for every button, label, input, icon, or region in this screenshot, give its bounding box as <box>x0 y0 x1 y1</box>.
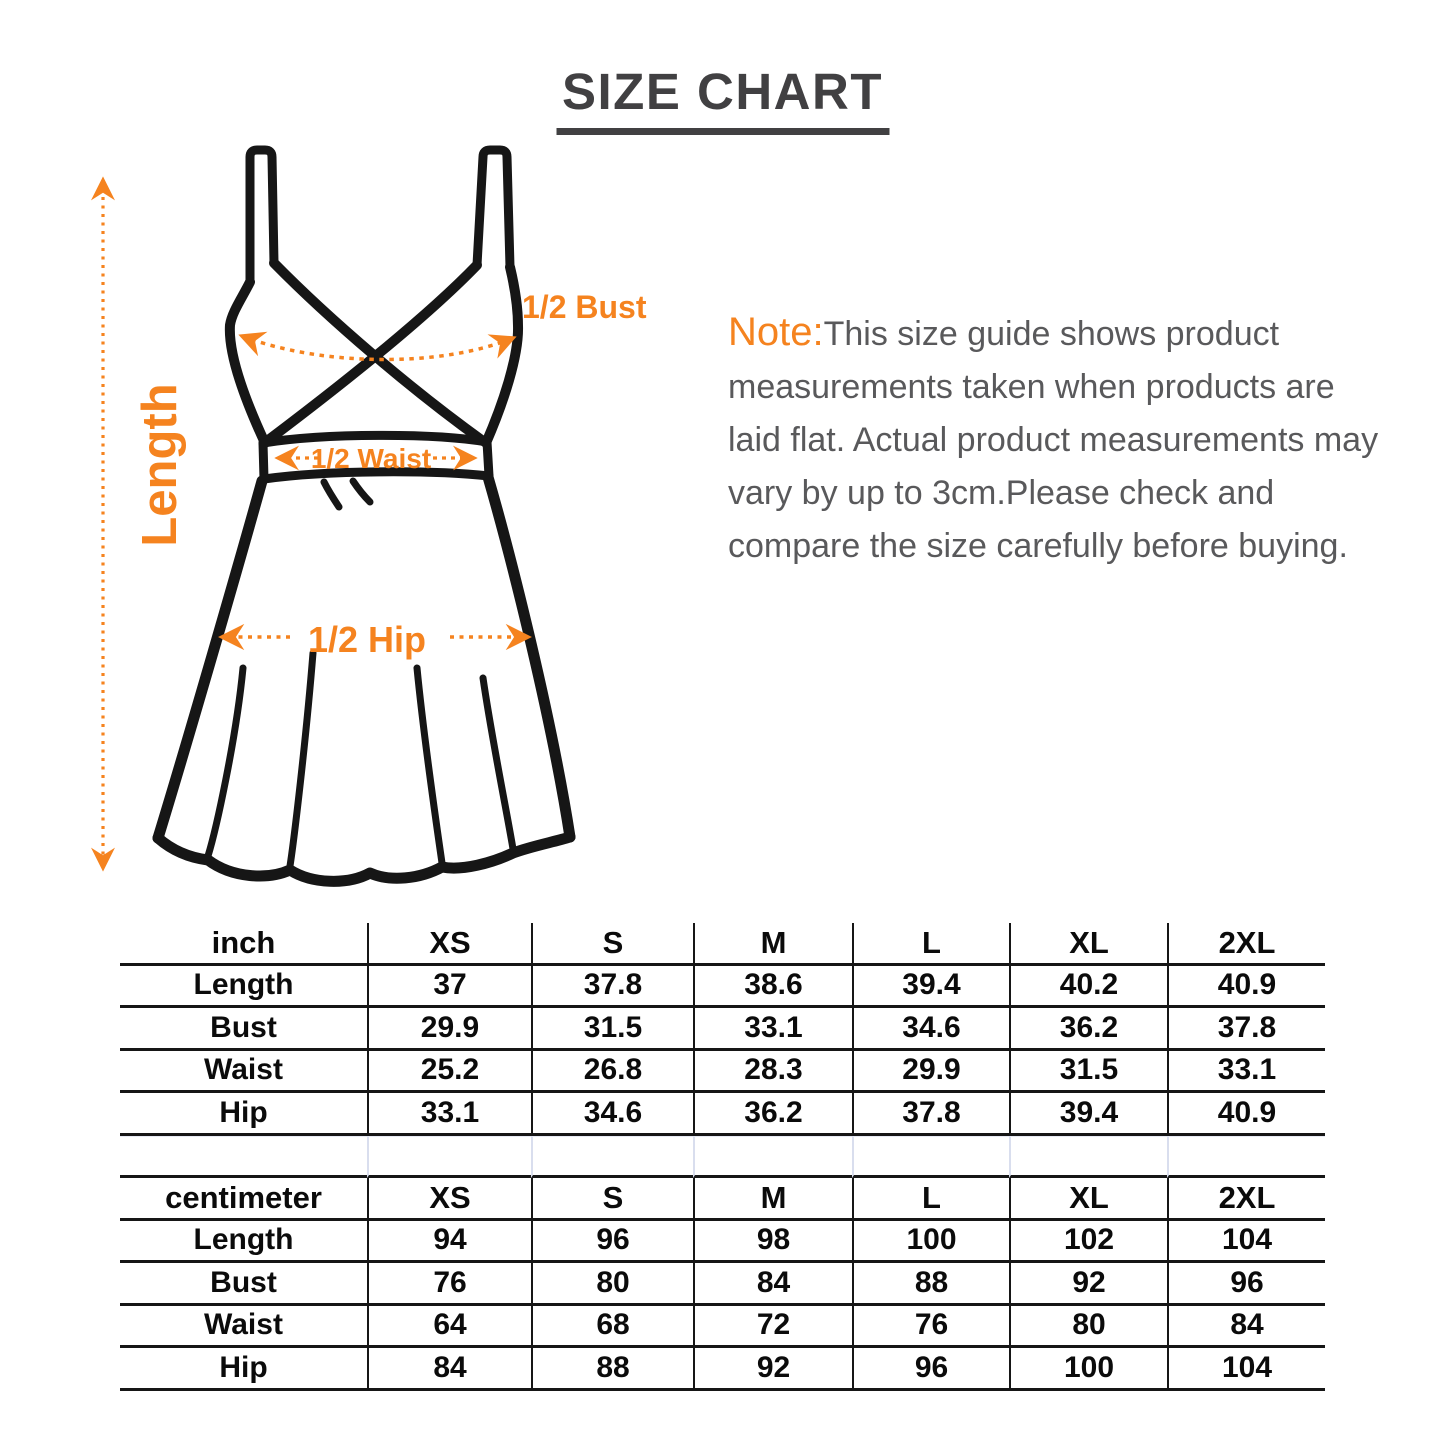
size-column-header: XS <box>367 923 531 966</box>
note-paragraph <box>728 306 1386 573</box>
size-value-cell: 72 <box>693 1306 852 1349</box>
size-value-cell: 33.1 <box>367 1093 531 1136</box>
unit-header-cell: centimeter <box>120 1178 367 1221</box>
page-title: SIZE CHART <box>556 62 889 135</box>
size-column-header: 2XL <box>1167 923 1325 966</box>
size-value-cell: 25.2 <box>367 1051 531 1094</box>
size-value-cell: 37.8 <box>531 966 693 1009</box>
table-spacer-cell <box>1009 1136 1167 1179</box>
size-value-cell: 104 <box>1167 1221 1325 1264</box>
size-value-cell: 31.5 <box>1009 1051 1167 1094</box>
size-column-header: M <box>693 1178 852 1221</box>
size-value-cell: 37.8 <box>1167 1008 1325 1051</box>
dress-outline <box>158 150 570 881</box>
measure-label-cell: Hip <box>120 1093 367 1136</box>
dress-measurement-diagram <box>60 140 680 970</box>
size-value-cell: 36.2 <box>693 1093 852 1136</box>
measure-label-cell: Length <box>120 1221 367 1264</box>
size-value-cell: 98 <box>693 1221 852 1264</box>
size-value-cell: 92 <box>1009 1263 1167 1306</box>
size-value-cell: 92 <box>693 1348 852 1391</box>
size-column-header: XL <box>1009 1178 1167 1221</box>
measure-label-cell: Waist <box>120 1306 367 1349</box>
size-value-cell: 40.9 <box>1167 1093 1325 1136</box>
size-value-cell: 34.6 <box>531 1093 693 1136</box>
table-spacer-cell <box>1167 1136 1325 1179</box>
size-column-header: S <box>531 923 693 966</box>
size-value-cell: 37.8 <box>852 1093 1009 1136</box>
size-column-header: M <box>693 923 852 966</box>
size-value-cell: 36.2 <box>1009 1008 1167 1051</box>
table-spacer-cell <box>852 1136 1009 1179</box>
table-spacer-cell <box>120 1136 367 1179</box>
size-value-cell: 80 <box>1009 1306 1167 1349</box>
size-value-cell: 76 <box>367 1263 531 1306</box>
size-value-cell: 38.6 <box>693 966 852 1009</box>
length-label: Length <box>133 383 187 547</box>
size-value-cell: 100 <box>1009 1348 1167 1391</box>
size-value-cell: 84 <box>367 1348 531 1391</box>
size-value-cell: 29.9 <box>852 1051 1009 1094</box>
size-value-cell: 88 <box>852 1263 1009 1306</box>
size-value-cell: 39.4 <box>1009 1093 1167 1136</box>
size-value-cell: 102 <box>1009 1221 1167 1264</box>
waist-label: 1/2 Waist <box>310 443 432 474</box>
size-value-cell: 96 <box>852 1348 1009 1391</box>
size-value-cell: 28.3 <box>693 1051 852 1094</box>
size-value-cell: 84 <box>693 1263 852 1306</box>
table-spacer-cell <box>693 1136 852 1179</box>
size-value-cell: 88 <box>531 1348 693 1391</box>
size-value-cell: 94 <box>367 1221 531 1264</box>
size-value-cell: 39.4 <box>852 966 1009 1009</box>
hip-dimension-arrow <box>222 619 528 660</box>
size-value-cell: 26.8 <box>531 1051 693 1094</box>
bust-label: 1/2 Bust <box>522 289 647 325</box>
size-value-cell: 84 <box>1167 1306 1325 1349</box>
size-value-cell: 68 <box>531 1306 693 1349</box>
size-value-cell: 29.9 <box>367 1008 531 1051</box>
size-column-header: 2XL <box>1167 1178 1325 1221</box>
size-value-cell: 64 <box>367 1306 531 1349</box>
measure-label-cell: Waist <box>120 1051 367 1094</box>
measure-label-cell: Bust <box>120 1263 367 1306</box>
note-body: This size guide shows product measurements taken when products are laid flat. Actual product measurements may vary by up to 3cm.Please check and compare the size carefully before buying. <box>728 315 1379 565</box>
measure-label-cell: Length <box>120 966 367 1009</box>
size-value-cell: 76 <box>852 1306 1009 1349</box>
size-value-cell: 96 <box>1167 1263 1325 1306</box>
size-column-header: L <box>852 1178 1009 1221</box>
size-tables <box>120 923 1325 1391</box>
size-value-cell: 33.1 <box>1167 1051 1325 1094</box>
size-value-cell: 80 <box>531 1263 693 1306</box>
table-spacer-cell <box>531 1136 693 1179</box>
size-value-cell: 104 <box>1167 1348 1325 1391</box>
note-label: Note: <box>728 310 824 354</box>
size-value-cell: 96 <box>531 1221 693 1264</box>
size-value-cell: 100 <box>852 1221 1009 1264</box>
size-column-header: XL <box>1009 923 1167 966</box>
table-spacer-cell <box>367 1136 531 1179</box>
size-value-cell: 31.5 <box>531 1008 693 1051</box>
size-value-cell: 40.9 <box>1167 966 1325 1009</box>
size-value-cell: 40.2 <box>1009 966 1167 1009</box>
measure-label-cell: Hip <box>120 1348 367 1391</box>
size-value-cell: 34.6 <box>852 1008 1009 1051</box>
size-value-cell: 33.1 <box>693 1008 852 1051</box>
size-column-header: S <box>531 1178 693 1221</box>
unit-header-cell: inch <box>120 923 367 966</box>
size-value-cell: 37 <box>367 966 531 1009</box>
hip-label: 1/2 Hip <box>307 619 427 660</box>
size-column-header: XS <box>367 1178 531 1221</box>
measure-label-cell: Bust <box>120 1008 367 1051</box>
size-column-header: L <box>852 923 1009 966</box>
